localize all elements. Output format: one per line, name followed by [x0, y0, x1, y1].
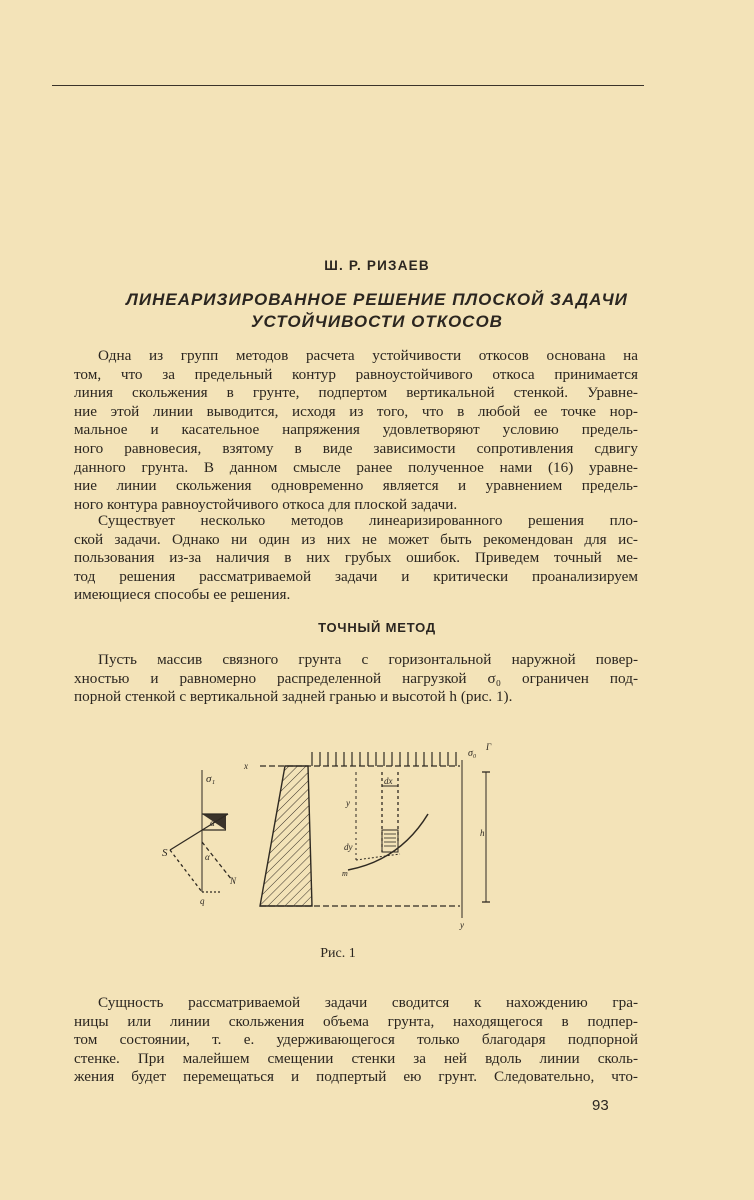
label-N: N [230, 876, 237, 886]
retaining-wall [260, 766, 312, 906]
text-line: имеющиеся способы ее решения. [74, 586, 291, 604]
paragraph-4 [74, 994, 638, 1087]
slip-force-line [170, 814, 228, 850]
title-line: УСТОЙЧИВОСТИ ОТКОСОВ [251, 312, 503, 331]
label-h: h [480, 828, 485, 838]
header-rule [52, 85, 644, 86]
text-line: ние этой линии выводится, исходя из того, что в любой ее точке нор- [74, 402, 638, 420]
paragraph-3 [74, 651, 638, 707]
label-dy: dy [344, 842, 353, 852]
surface-load-ticks [312, 752, 456, 766]
label-y-dim: y [346, 798, 350, 808]
label-y-axis: y [460, 920, 464, 930]
text-line: Пусть массив связного грунта с горизонтальной наружной повер- [98, 651, 638, 668]
label-dx: dx [384, 776, 393, 786]
article-title [0, 289, 754, 333]
label-sigma0: σ₀ [468, 748, 477, 759]
text-line: линия скольжения в грунте, подпертом вертикальной стенкой. Уравне- [74, 384, 638, 402]
label-sigma1: σ₁ [206, 773, 216, 785]
label-m: m [342, 869, 348, 878]
text-line: данного грунта. В данном смысле ранее полученное нами (16) уравне- [74, 458, 638, 476]
author-name: Ш. Р. РИЗАЕВ [324, 258, 430, 273]
label-q: q [200, 896, 205, 906]
label-x-axis: x [244, 761, 248, 771]
section-heading: ТОЧНЫЙ МЕТОД [318, 620, 436, 635]
text-line: том состоянии, т. е. удерживающегося только благодаря подпорной [74, 1031, 638, 1049]
text-line: мальное и касательное напряжения удовлетворяют условию предель- [74, 421, 638, 439]
paragraph-2 [74, 512, 638, 605]
figure-caption: Рис. 1 [320, 946, 356, 961]
text-line: пользования из-за наличия в них грубых ошибок. Приведем точный ме- [74, 549, 638, 567]
label-gamma: Γ [486, 742, 492, 752]
page-number: 93 [592, 1097, 609, 1114]
title-line: ЛИНЕАРИЗИРОВАННОЕ РЕШЕНИЕ ПЛОСКОЙ ЗАДАЧИ [126, 290, 628, 309]
text-line: ской задачи. Однако ни один из них не может быть рекомендован для ис- [74, 530, 638, 548]
label-alpha-mid: α [205, 852, 210, 862]
text-line: Одна из групп методов расчета устойчивости откосов основана на [98, 347, 638, 364]
text-line: порной стенкой с вертикальной задней гранью и высотой h (рис. 1). [74, 688, 513, 706]
text-line: хностью и равномерно распределенной нагрузкой σ₀ ограничен под- [74, 669, 638, 687]
text-line: тод решения рассматриваемой задачи и критически проанализируем [74, 567, 638, 585]
paragraph-1 [74, 347, 638, 514]
text-line: ние линии скольжения одновременно является и уравнением предель- [74, 477, 638, 495]
text-line: том, что за предельный контур равноустойчивого откоса принимается [74, 365, 638, 383]
figure-1-diagram [160, 742, 520, 932]
text-line: ного контура равноустойчивого откоса для плоской задачи. [74, 495, 458, 513]
text-line: стенке. При малейшем смещении стенки за ней вдоль линии сколь- [74, 1049, 638, 1067]
text-line: Сущность рассматриваемой задачи сводится к нахождению гра- [98, 994, 638, 1011]
text-line: ного равновесия, взятому в виде зависимости сопротивления сдвигу [74, 439, 638, 457]
label-alpha-top: α [210, 818, 215, 828]
text-line: ницы или линии скольжения объема грунта, находящегося в подпер- [74, 1012, 638, 1030]
label-S: S [162, 847, 168, 859]
text-line: Существует несколько методов линеаризированного решения пло- [98, 512, 638, 529]
text-line: жения будет перемещаться и подпертый ею грунт. Следовательно, что- [74, 1068, 638, 1086]
